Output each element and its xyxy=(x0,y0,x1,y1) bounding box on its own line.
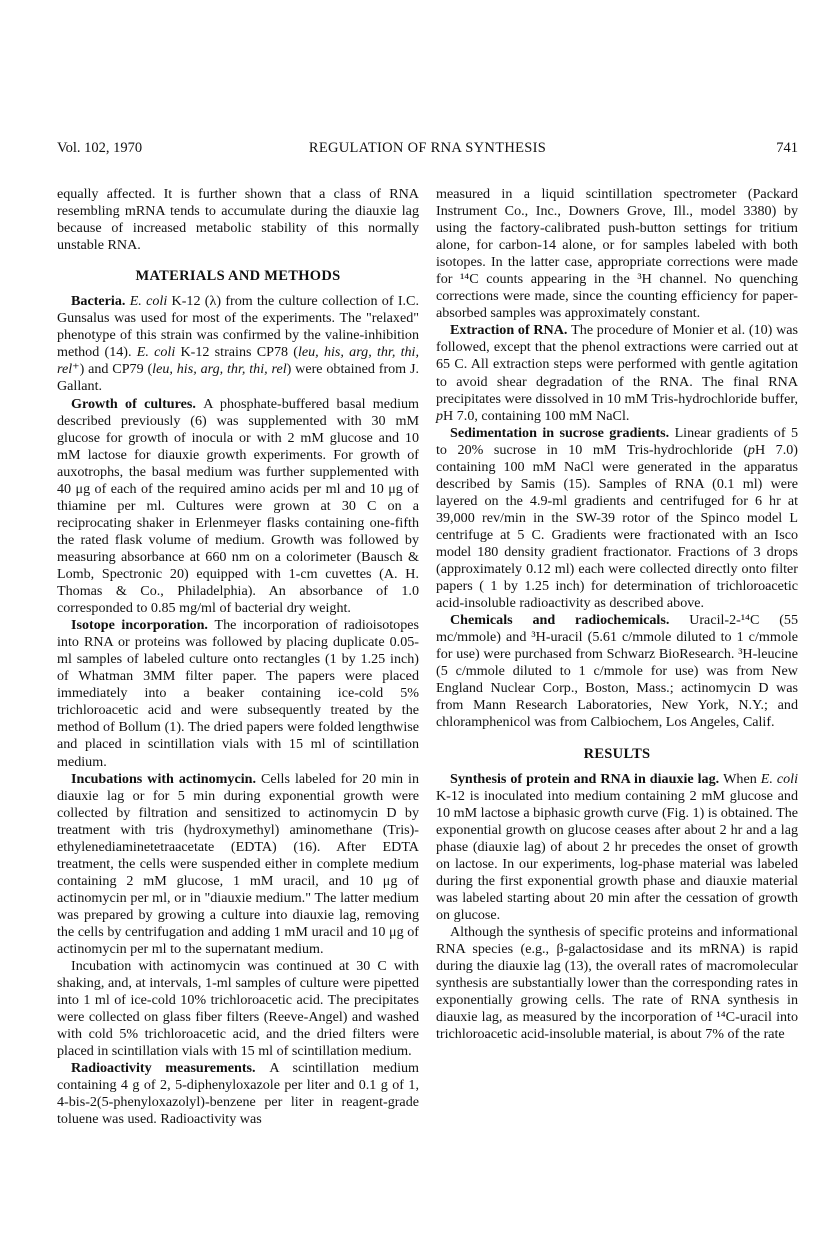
paragraph xyxy=(436,425,798,613)
paragraph xyxy=(57,771,419,959)
italic-text: p xyxy=(747,441,755,458)
paragraph-lead-heading: Incubations with actinomycin. xyxy=(71,770,261,787)
body-text: Uracil-2-¹⁴C (55 mc/mmole) and ³H-uracil (5.61 c/mmole diluted to 1 c/mmole for use) were purchased from Schwarz BioResearch. ³H-leucine (5 c/mmole diluted to 1 c/mmole for use) was from New England Nuclear Corp., Boston, Mass.; actinomycin D was from Mann Research Laboratories, New York, N.Y.; and chloramphenicol was from Calbiochem, Los Angeles, Calif. xyxy=(436,612,798,731)
paragraph-lead-heading: Growth of cultures. xyxy=(71,395,204,412)
paragraph xyxy=(57,293,419,395)
section-heading: RESULTS xyxy=(583,745,651,762)
body-text: Cells labeled for 20 min in diauxie lag or for 5 min during exponential growth were collected by filtration and sensitized to actinomycin D by treatment with tris (hydroxymethyl) aminomethane (Tris)-ethylenediaminetetraacetate (EDTA) (16). After EDTA treatment, the cells were suspended either in complete medium containing 2 mM glucose, 1 mM uracil, and 10 μg of actinomycin per ml, or in "diauxie medium." The latter medium was prepared by growing a culture into diauxie lag, removing the cells by centrifugation and adding 1 mM uracil and 10 μg of actinomycin per ml to the supernatant medium. xyxy=(57,770,419,958)
paragraph xyxy=(436,612,798,731)
body-text: measured in a liquid scintillation spectrometer (Packard Instrument Co., Inc., Downers Grove, Ill., model 3380) by using the factory-calibrated push-button settings for tritium alone, for carbon-14 alone, or for samples labeled with both isotopes. In the latter case, appropriate corrections were made for ¹⁴C counts appearing in the ³H channel. No quenching corrections were made, since the counting efficiency for paper-absorbed samples was approximately constant. xyxy=(436,186,798,322)
paragraph xyxy=(436,186,798,322)
paragraph-lead-heading: Radioactivity measurements. xyxy=(71,1060,270,1077)
body-text: A phosphate-buffered basal medium described previously (6) was supplemented with 30 mM glucose for growth of inocula or with 2 mM glucose and 10 mM lactose for diauxie growth experiments. For growth of auxotrophs, the basal medium was further supplemented with 40 μg of each of the required amino acids per ml and 10 μg of thiamine per ml. Cultures were grown at 30 C on a reciprocating shaker in Erlenmeyer flasks containing one-fifth the rated flask volume of medium. Growth was followed by measuring absorbance at 660 nm on a colorimeter (Bausch & Lomb, Spectronic 20) equipped with 1-cm cuvettes (A. H. Thomas & Co., Philadelphia). An absorbance of 1.0 corresponded to 0.85 mg/ml of bacterial dry weight. xyxy=(57,395,419,617)
right-column xyxy=(436,186,798,1043)
running-header xyxy=(57,140,798,160)
body-text: ) were obtained from J. Gallant. xyxy=(57,361,419,395)
body-text: A scintillation medium containing 4 g of 2, 5-diphenyloxazole per liter and 0.1 g of 1, 4-bis-2(5-phenyloxazolyl)-benzene per liter in reagent-grade toluene was used. Radioactivity was xyxy=(57,1060,419,1128)
body-text: Although the synthesis of specific proteins and informational RNA species (e.g., β-galactosidase and its mRNA) is rapid during the diauxie lag (13), the overall rates of macromolecular synthesis are substantially lower than the corresponding rates in exponentially growing cells. The rate of RNA synthesis in diauxie lag, as measured by the incorporation of ¹⁴C-uracil into trichloroacetic acid-insoluble material, is about 7% of the rate xyxy=(436,923,798,1043)
paragraph-lead-heading: Chemicals and radiochemicals. xyxy=(450,612,690,629)
body-text: H 7.0) containing 100 mM NaCl were generated in the apparatus described by Samis (15). Samples of RNA (0.1 ml) were layered on the 4.9-ml gradients and centrifuged for 6 hr at 39,000 rev/min in the SW-39 rotor of the Spinco model L centrifuge at 5 C. Gradients were fractionated with an Isco model 180 density gradient fractionator. Fractions of 3 drops (approximately 0.12 ml) each were collected directly onto filter papers ( 1 by 1.25 inch) for determination of trichloroacetic acid-insoluble radioactivity as described above. xyxy=(436,441,798,612)
italic-text: leu, his, arg, thr, thi, rel⁺ xyxy=(57,344,419,378)
body-text: K-12 strains CP78 ( xyxy=(175,344,298,361)
paragraph xyxy=(436,322,798,424)
paragraph-lead-heading: Extraction of RNA. xyxy=(450,322,572,339)
paragraph xyxy=(436,924,798,1043)
italic-text: E. coli xyxy=(760,770,798,787)
section-heading: MATERIALS AND METHODS xyxy=(135,268,341,285)
paragraph-lead-heading: Bacteria. xyxy=(71,293,130,310)
paragraph-lead-heading: Isotope incorporation. xyxy=(71,617,215,634)
body-text: ) and CP79 ( xyxy=(79,361,153,378)
paragraph xyxy=(57,396,419,618)
italic-text: E. coli xyxy=(129,293,168,310)
body-text: K-12 is inoculated into medium containing 2 mM glucose and 10 mM lactose a biphasic growth curve (Fig. 1) is obtained. The exponential growth on glucose ceases after about 2 hr and a lag phase (diauxie lag) of about 2 hr precedes the onset of growth on lactose. In our experiments, log-phase material was labeled during the first exponential growth phase and diauxie material was labeled starting about 20 min after the cessation of growth on glucose. xyxy=(436,787,798,923)
paragraph xyxy=(57,958,419,1060)
paragraph xyxy=(57,186,419,254)
paragraph xyxy=(436,771,798,924)
body-text: H 7.0, containing 100 mM NaCl. xyxy=(443,407,630,424)
body-text: Linear gradients of 5 to 20% sucrose in 10 mM Tris-hydrochloride ( xyxy=(436,424,799,458)
paragraph xyxy=(57,617,419,770)
left-column xyxy=(57,186,419,1129)
italic-text: p xyxy=(436,407,444,424)
body-text: The procedure of Monier et al. (10) was followed, except that the phenol extractions were carried out at 65 C. All extraction steps were performed with gentle agitation to avoid shear degradation of the RNA. The final RNA precipitates were dissolved in 10 mM Tris-hydrochloride buffer, xyxy=(436,322,798,407)
body-text: Incubation with actinomycin was continued at 30 C with shaking, and, at intervals, 1-ml samples of culture were pipetted into 1 ml of ice-cold 10% trichloroacetic acid. The precipitates were collected on glass fiber filters (Reeve-Angel) and washed with cold 5% trichloroacetic acid, and the dried filters were placed in scintillation vials with 15 ml of scintillation medium. xyxy=(57,958,419,1060)
paragraph-lead-heading: Synthesis of protein and RNA in diauxie lag. xyxy=(450,770,724,787)
body-text: K-12 (λ) from the culture collection of I.C. Gunsalus was used for most of the experiments. The "relaxed" phenotype of this strain was confirmed by the valine-inhibition method (14). xyxy=(57,293,419,361)
running-title: REGULATION OF RNA SYNTHESIS xyxy=(308,140,547,156)
page-number: 741 xyxy=(776,140,798,156)
body-text: When xyxy=(723,770,761,787)
body-text: equally affected. It is further shown that a class of RNA resembling mRNA tends to accumulate during the diauxie lag because of increased metabolic stability of this normally unstable RNA. xyxy=(57,186,419,254)
paragraph xyxy=(57,1060,419,1128)
italic-text: E. coli xyxy=(136,344,176,361)
paragraph-lead-heading: Sedimentation in sucrose gradients. xyxy=(450,424,675,441)
body-text: The incorporation of radioisotopes into RNA or proteins was followed by placing duplicate 0.05-ml samples of labeled culture onto rectangles (1 by 1.25 inch) of Whatman 3MM filter paper. The papers were placed immediately into a beaker containing ice-cold 5% trichloroacetic acid and were subsequently treated by the method of Bollum (1). The dried papers were folded lengthwise and placed in scintillation vials with 15 ml of scintillation medium. xyxy=(57,617,419,770)
italic-text: leu, his, arg, thr, thi, rel xyxy=(152,361,287,378)
volume-label: Vol. 102, 1970 xyxy=(57,140,143,156)
